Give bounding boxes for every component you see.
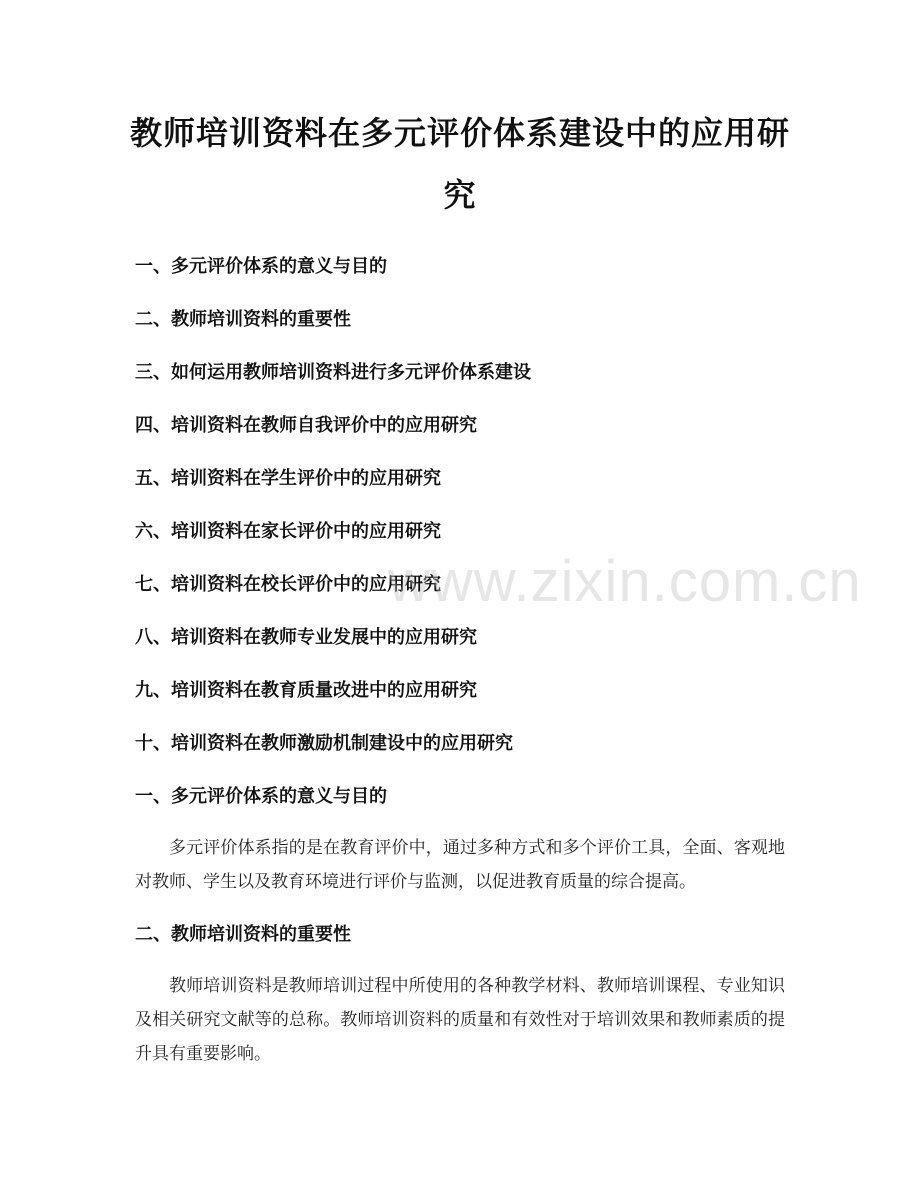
section-heading-1: 一、多元评价体系的意义与目的 xyxy=(135,786,387,807)
section-heading-2: 二、教师培训资料的重要性 xyxy=(135,924,351,945)
toc-item-3: 三、如何运用教师培训资料进行多元评价体系建设 xyxy=(135,362,531,383)
toc-item-5: 五、培训资料在学生评价中的应用研究 xyxy=(135,468,441,489)
section-paragraph-1: 多元评价体系指的是在教育评价中，通过多种方式和多个评价工具，全面、客观地对教师、学生以及教育环境进行评价与监测，以促进教育质量的综合提高。 xyxy=(135,838,785,892)
toc-item-9: 九、培训资料在教育质量改进中的应用研究 xyxy=(135,680,477,701)
toc-item-4: 四、培训资料在教师自我评价中的应用研究 xyxy=(135,415,477,436)
watermark-text: www.zixin.com.cn xyxy=(388,549,862,614)
toc-item-6: 六、培训资料在家长评价中的应用研究 xyxy=(135,521,441,542)
toc-item-1: 一、多元评价体系的意义与目的 xyxy=(135,256,387,277)
document-title: 教师培训资料在多元评价体系建设中的应用研究 xyxy=(129,114,790,214)
toc-item-10: 十、培训资料在教师激励机制建设中的应用研究 xyxy=(135,733,513,754)
toc-item-2: 二、教师培训资料的重要性 xyxy=(135,309,351,330)
section-paragraph-2: 教师培训资料是教师培训过程中所使用的各种教学材料、教师培训课程、专业知识及相关研究文献等的总称。教师培训资料的质量和有效性对于培训效果和教师素质的提升具有重要影响。 xyxy=(135,976,785,1064)
toc-item-7: 七、培训资料在校长评价中的应用研究 xyxy=(135,574,441,595)
toc-item-8: 八、培训资料在教师专业发展中的应用研究 xyxy=(135,627,477,648)
